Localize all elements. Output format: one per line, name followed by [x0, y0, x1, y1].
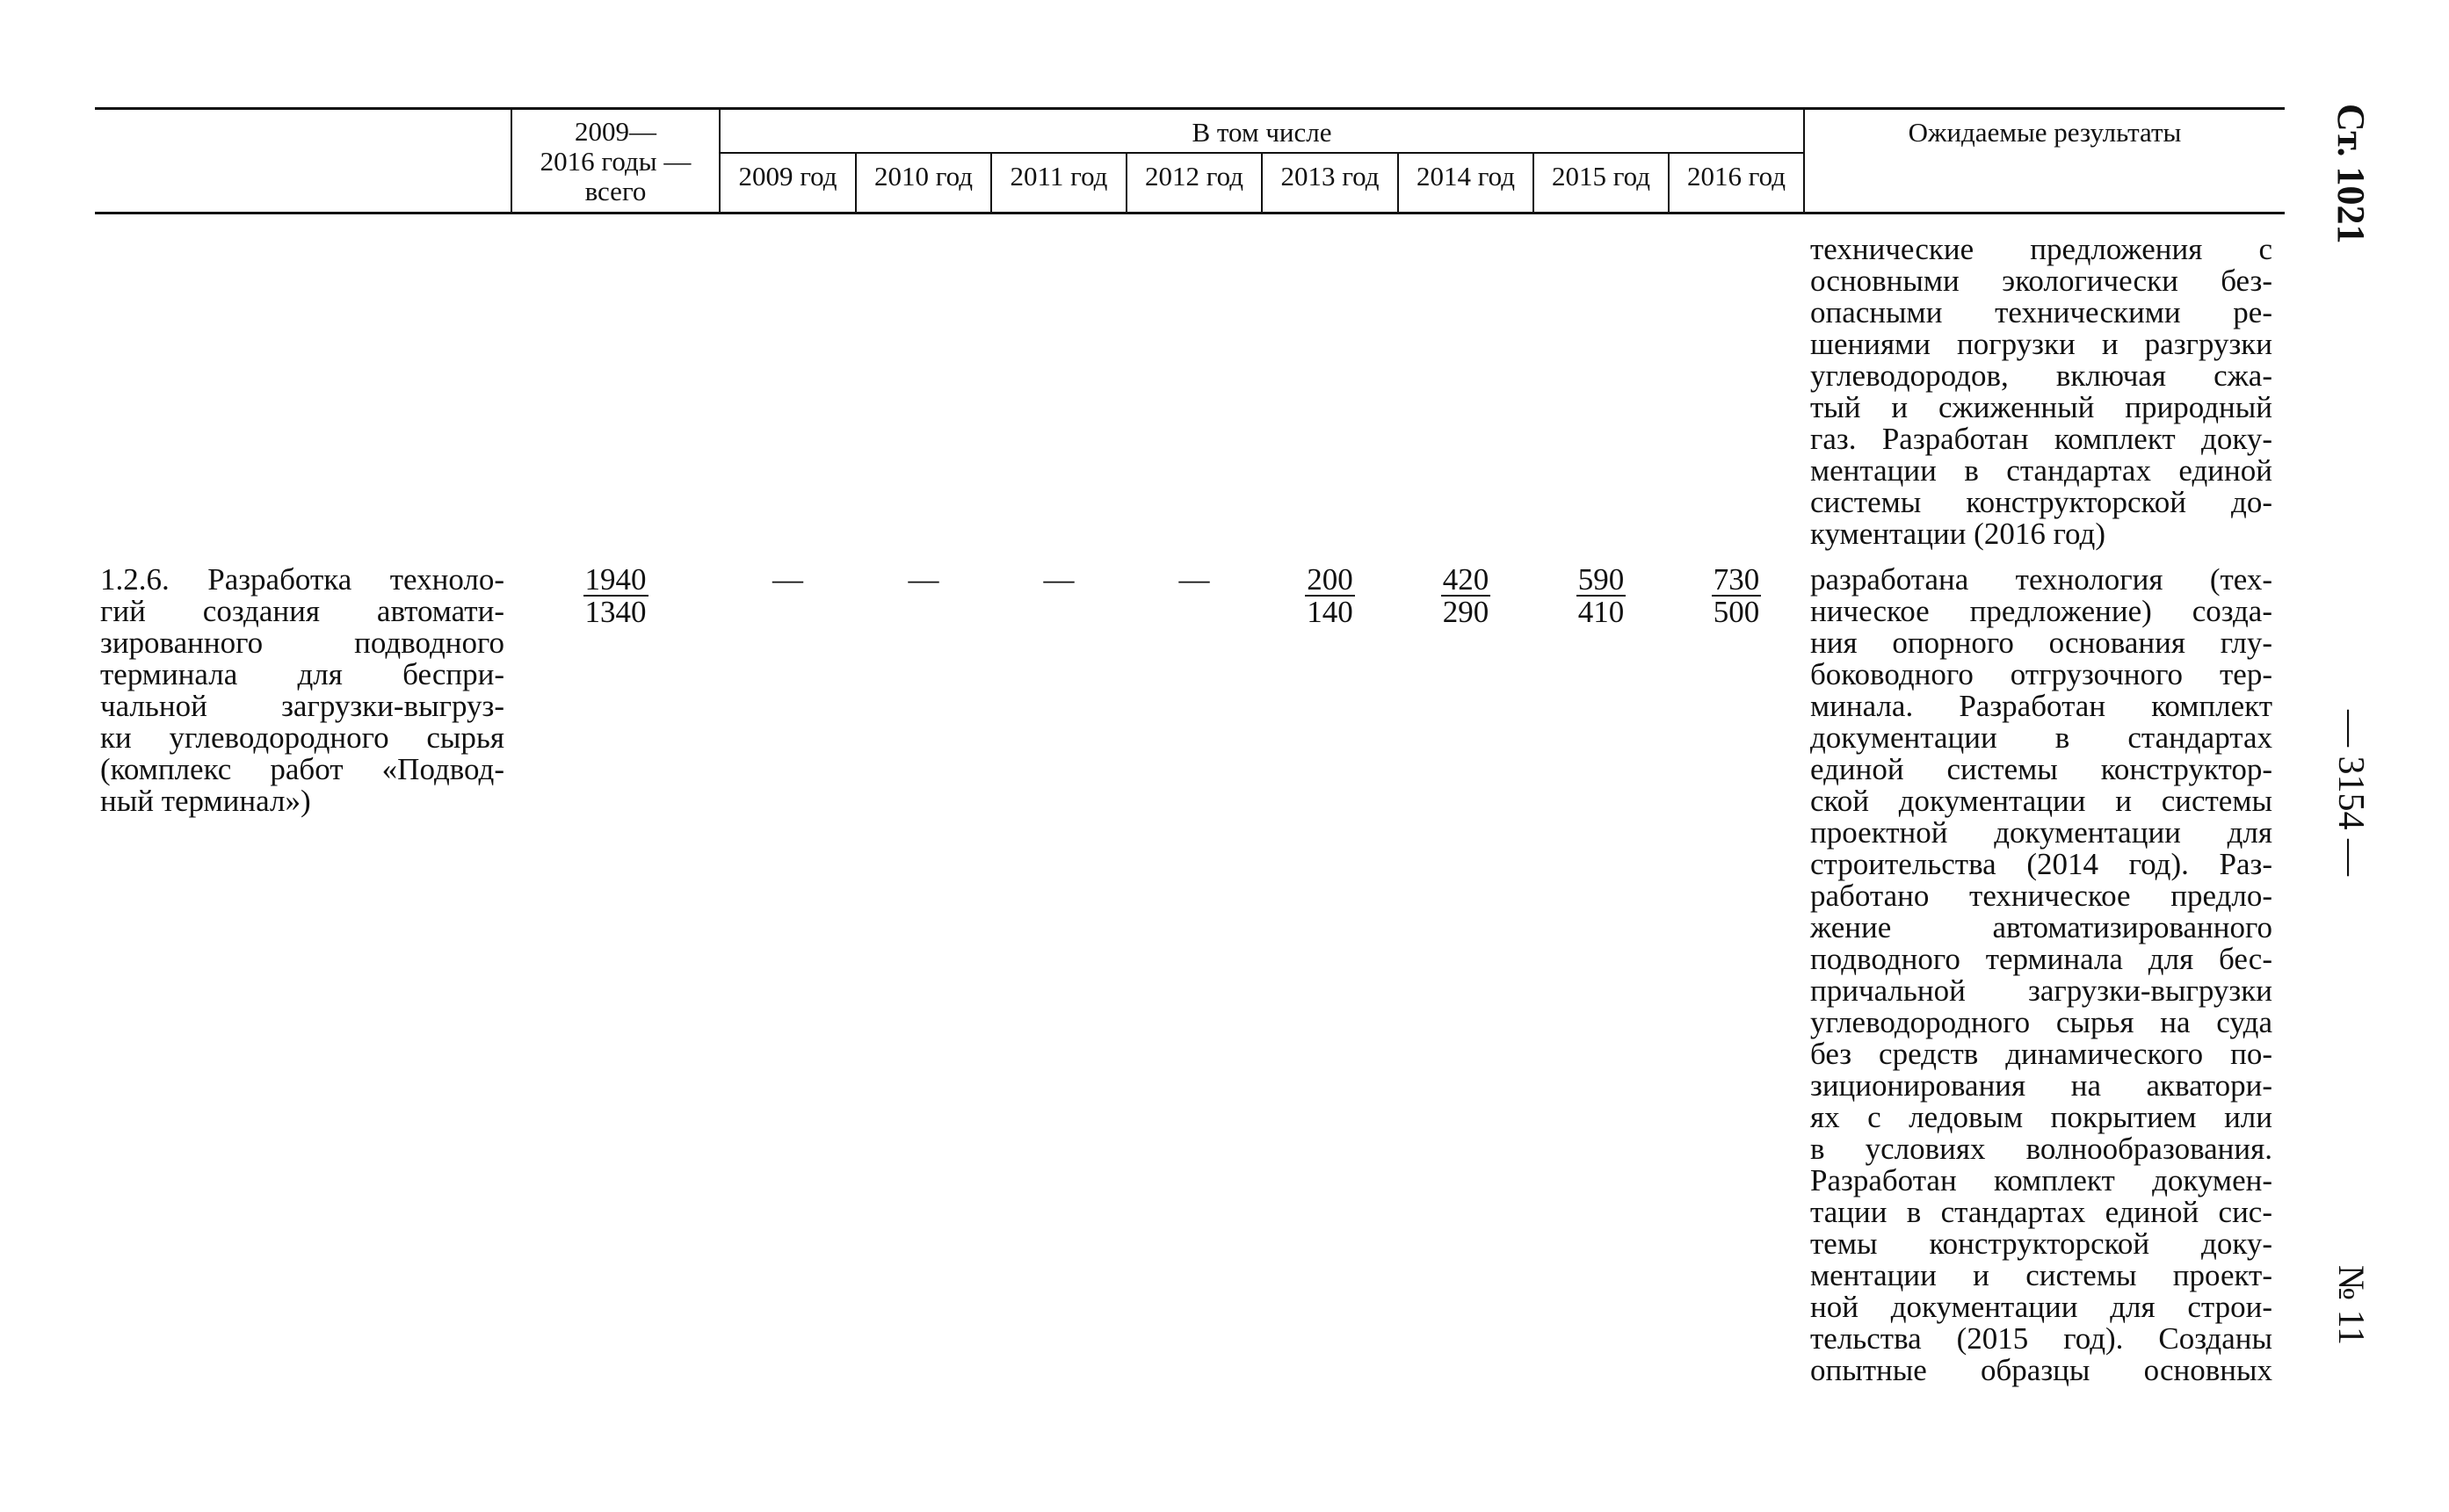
- side-page-number: — 3154 —: [2330, 710, 2371, 876]
- header-year: 2009 год: [738, 161, 837, 192]
- row-result-text: разработана технология (тех- ническое предложение) созда- ния опорного основания глу- боководного отгрузочного тер- минала. Разработан комплект документации в стандартах единой системы конструктор- ской документации и системы проектной документации для строительства (2014 год). Раз- работано техническое предло- жение автоматизированного подводного терминала для бес- причальной загрузки-выгрузки углеводородного сырья на суда без средств динамического по- зиционирования на акватори- ях с ледовым покрытием или в условиях волнообразования. Разработан комплект докумен- тации в стандартах единой сис- темы конструкторской доку- ментации и системы проект- ной документации для строи- тельства (2015 год). Созданы опытные образцы основных: [1810, 562, 2272, 1387]
- header-group-title: В том числе: [1192, 117, 1332, 148]
- value-denominator: 290: [1442, 595, 1489, 629]
- value-numerator: 590: [1577, 562, 1625, 597]
- header-year: 2010 год: [873, 161, 974, 192]
- continued-result-text: технические предложения с основными экологически без- опасными техническими ре- шениями погрузки и разгрузки углеводородов, включая сжа- тый и сжиженный природный газ. Разработан комплект доку- ментации в стандартах единой системы конструкторской до- кументации (2016 год): [1810, 232, 2272, 551]
- header-year: 2011 год: [1010, 161, 1108, 192]
- empty-cell-dash: —: [1178, 562, 1210, 597]
- value-numerator: 420: [1442, 562, 1489, 597]
- header-year: 2013 год: [1280, 161, 1380, 192]
- side-article-number: Ст. 1021: [2329, 104, 2373, 244]
- header-results: Ожидаемые результаты: [1908, 117, 2182, 148]
- row-name: 1.2.6. Разработка техноло- гий создания автомати- зированного подводного терминала для беспри- чальной загрузки-выгруз- ки углеводородного сырья (комплекс работ «Подвод- ный терминал»): [100, 562, 504, 818]
- value-denominator: 500: [1713, 595, 1760, 629]
- total-numerator: 1940: [584, 562, 647, 597]
- empty-cell-dash: —: [1043, 562, 1075, 597]
- year-value-2016: [1670, 564, 1803, 628]
- table-top-rule: [95, 107, 2285, 110]
- year-value-2013: [1263, 564, 1397, 628]
- total-denominator: 1340: [584, 595, 647, 629]
- year-value-2015: [1534, 564, 1668, 628]
- value-numerator: 730: [1713, 562, 1760, 597]
- header-year: 2012 год: [1144, 161, 1244, 192]
- empty-cell-dash: —: [772, 562, 803, 597]
- table-header-bottom-rule: [95, 212, 2285, 214]
- header-total: 2009— 2016 годы — всего: [540, 116, 692, 206]
- side-issue-number: № 11: [2330, 1265, 2371, 1346]
- header-year: 2016 год: [1686, 161, 1786, 192]
- year-value-2014: [1399, 564, 1532, 628]
- value-denominator: 410: [1577, 595, 1625, 629]
- value-numerator: 200: [1307, 562, 1353, 597]
- header-year: 2015 год: [1551, 161, 1651, 192]
- empty-cell-dash: —: [908, 562, 939, 597]
- header-year: 2014 год: [1416, 161, 1516, 192]
- total-value: [512, 564, 719, 628]
- value-denominator: 140: [1307, 595, 1353, 629]
